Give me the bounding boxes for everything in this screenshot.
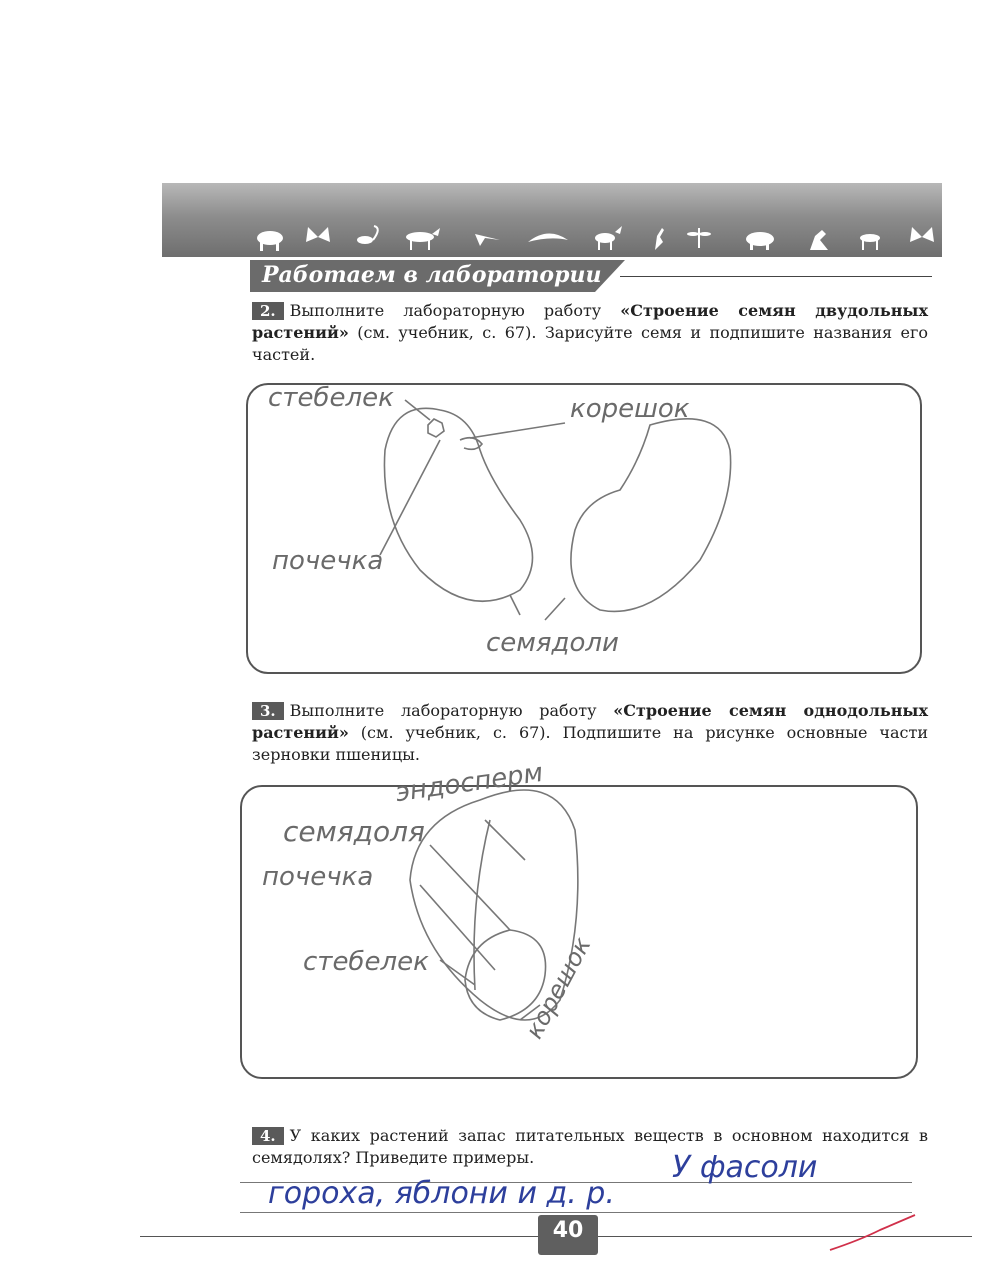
pointer-line xyxy=(380,440,440,555)
label-root: корешок xyxy=(570,394,690,424)
pointer-line xyxy=(485,820,525,860)
red-check-mark xyxy=(830,1215,915,1250)
section-title: Работаем в лаборатории xyxy=(262,262,602,288)
seed-half-right xyxy=(571,419,731,612)
page-number: 40 xyxy=(552,1218,584,1243)
pointer-line xyxy=(510,595,520,615)
label-cotyledon: семядоля xyxy=(283,815,425,848)
label-cotyledons: семядоли xyxy=(486,628,619,658)
label-bud: почечка xyxy=(262,862,374,892)
task-number: 3. xyxy=(252,702,284,720)
pointer-line xyxy=(430,845,510,930)
label-stem: стебелек xyxy=(303,947,429,977)
task-title: «Строение семян однодольных растений» xyxy=(252,701,929,742)
label-stem: стебелек xyxy=(268,383,394,413)
answer-4-line-1: У фасоли xyxy=(672,1150,818,1185)
task-text: Выполните лабораторную работу xyxy=(289,701,614,720)
pointer-line xyxy=(470,423,565,438)
pointer-line xyxy=(420,885,495,970)
task-title: «Строение семян двудольных растений» xyxy=(252,301,928,342)
task-text: (см. учебник, с. 67). Подпишите на рисунке основные части зерновки пшеницы. xyxy=(252,723,928,764)
label-bud: почечка xyxy=(272,546,384,576)
task-number: 4. xyxy=(252,1127,284,1145)
task-text: Выполните лабораторную работу xyxy=(289,301,621,320)
task-number: 2. xyxy=(252,302,284,320)
answer-4-line-2: гороха, яблони и д. р. xyxy=(268,1176,615,1211)
pointer-line xyxy=(545,598,565,620)
task-text: (см. учебник, с. 67). Зарисуйте семя и подпишите названия его частей. xyxy=(252,323,928,364)
grain-inner-line xyxy=(474,820,490,990)
embryo-bud xyxy=(428,419,444,437)
label-endosperm: эндосперм xyxy=(393,757,545,809)
pointer-line xyxy=(405,400,430,420)
task-text: У каких растений запас питательных веществ в основном находится в семядолях? Приведите примеры. xyxy=(252,1126,928,1167)
label-root: корешок xyxy=(520,932,597,1044)
